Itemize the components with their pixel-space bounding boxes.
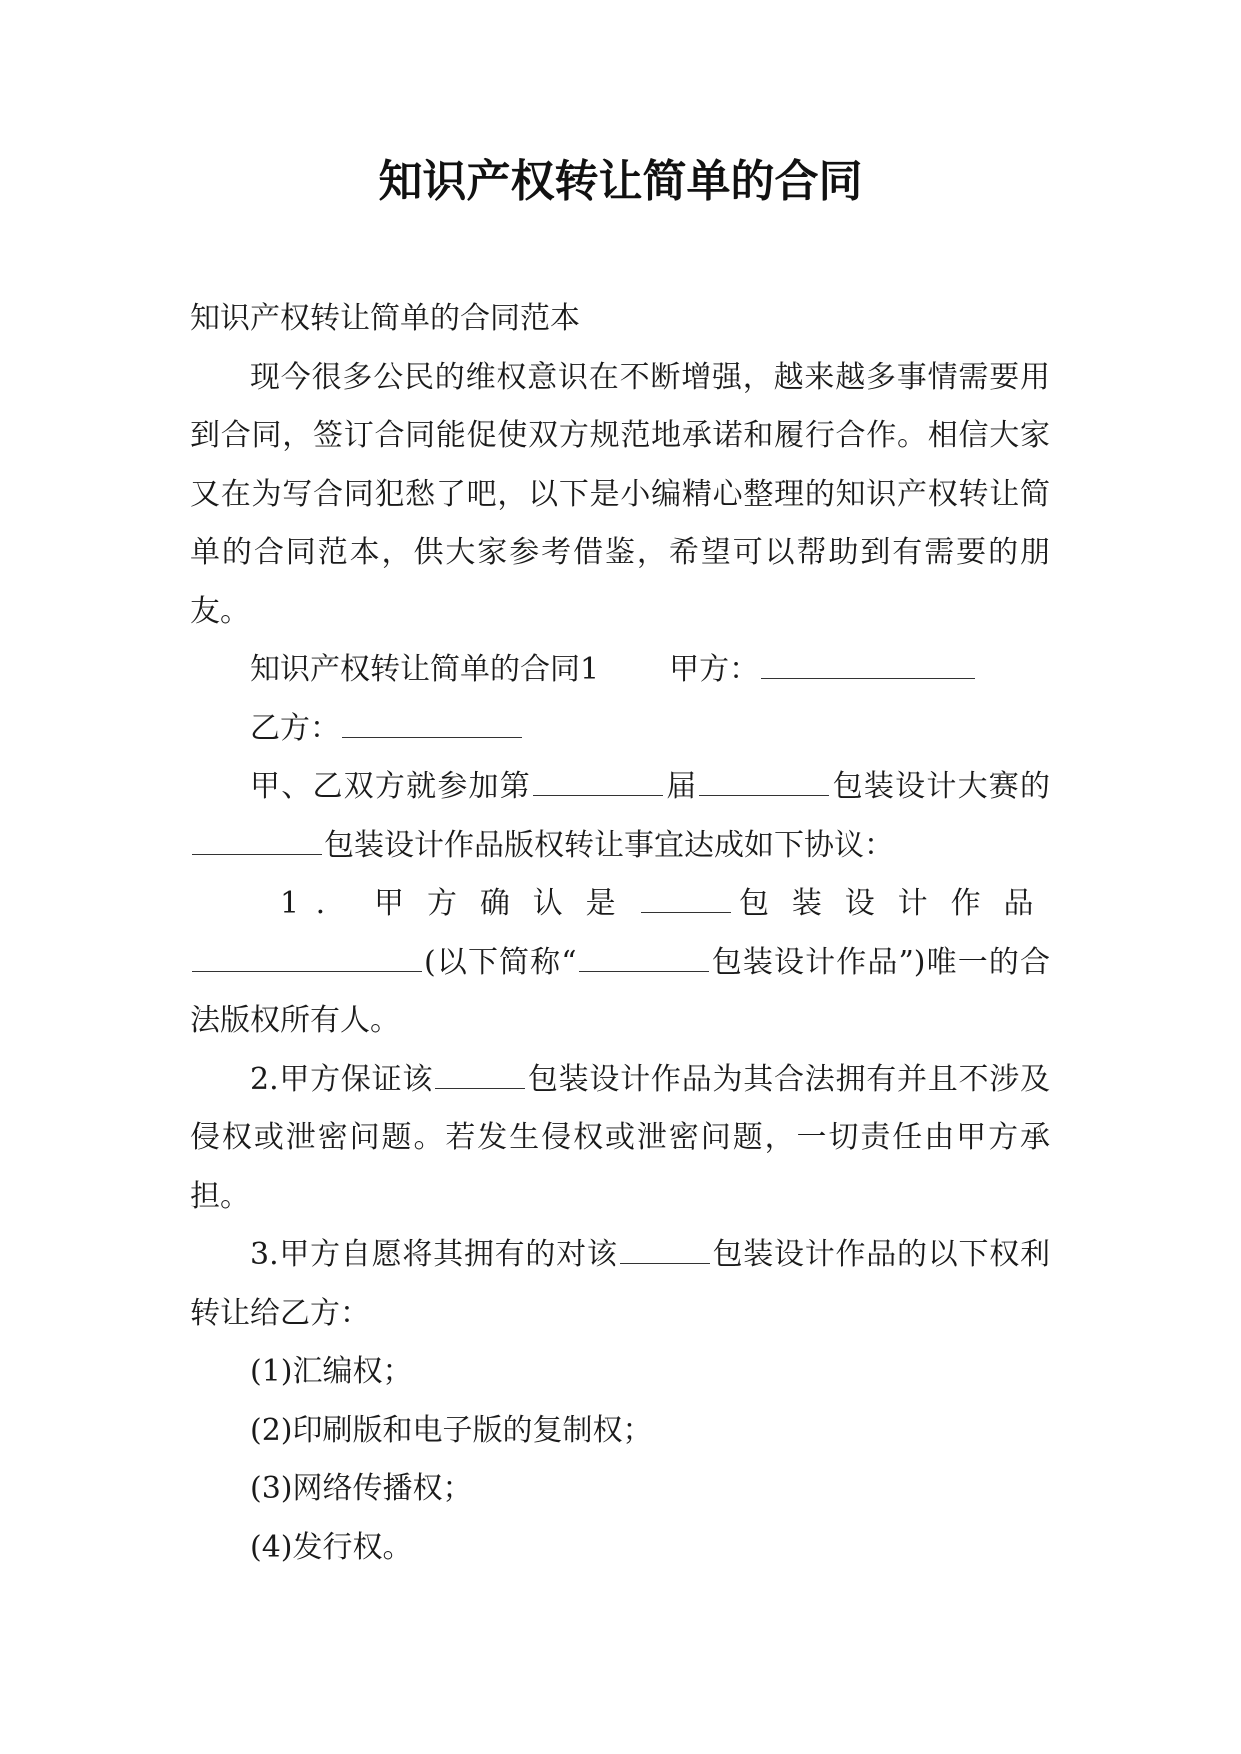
clause-1-blank-3 [579, 970, 709, 972]
party-b-blank [342, 736, 522, 738]
party-a-blank [761, 677, 975, 679]
clause-2-paragraph [190, 1051, 1050, 1227]
work-name-blank [192, 853, 322, 855]
agreement-intro-text-4: 包装设计作品版权转让事宜达成如下协议： [324, 827, 894, 863]
agreement-intro-text-3: 包装设计大赛的 [831, 769, 1051, 804]
right-item: (4)发行权。 [250, 1529, 413, 1565]
agreement-intro-text-2: 届 [665, 769, 698, 804]
clause-1-text-3: (以下简称“ [424, 944, 577, 980]
document-title: 知识产权转让简单的合同 [378, 156, 863, 207]
clause-3-text-2: 包装设计作品的以下权利转让给乙方： [190, 1237, 1051, 1331]
intro-paragraph: 现今很多公民的维权意识在不断增强，越来越多事情需要用到合同，签订合同能促使双方规范地承诺和履行合作。相信大家又在为写合同犯愁了吧，以下是小编精心整理的知识产权转让简单的合同范本，供大家参考借鉴，希望可以帮助到有需要的朋友。 [190, 359, 1050, 629]
clause-3-text-1: 3.甲方自愿将其拥有的对该 [250, 1237, 618, 1272]
clause-1-blank-1 [641, 911, 731, 913]
clause-1-paragraph [190, 875, 1050, 1051]
contract-heading: 知识产权转让简单的合同1 [250, 652, 600, 687]
clause-1-text-1: 1. 甲方确认是 [280, 886, 639, 921]
clause-1-text-2: 包装设计作品 [732, 886, 1050, 921]
document-subtitle: 知识产权转让简单的合同范本 [190, 301, 580, 336]
right-item: (3)网络传播权； [250, 1471, 473, 1506]
clause-1-blank-2 [192, 970, 422, 972]
clause-2-text-2: 包装设计作品为其合法拥有并且不涉及侵权或泄密问题。若发生侵权或泄密问题，一切责任由甲方承担。 [190, 1061, 1050, 1214]
agreement-intro-paragraph [190, 758, 1050, 875]
agreement-intro-text-1: 甲、乙双方就参加第 [250, 769, 531, 804]
right-item: (1)汇编权； [250, 1354, 413, 1389]
party-b-line [190, 700, 1050, 759]
right-item: (2)印刷版和电子版的复制权； [250, 1412, 653, 1448]
clause-3-paragraph [190, 1226, 1050, 1343]
clause-3-blank [620, 1262, 710, 1264]
clause-2-text-1: 2.甲方保证该 [250, 1061, 434, 1097]
party-a-label: 甲方： [669, 652, 760, 687]
party-b-label: 乙方： [250, 710, 340, 746]
session-number-blank [533, 794, 663, 796]
document-body [190, 290, 1050, 1577]
clause-2-blank [435, 1087, 525, 1089]
clause-1-text-4: 包装设计作品”)唯一的合法版权所有人。 [190, 944, 1050, 1038]
contract-heading-line [190, 641, 1050, 700]
contest-name-blank [699, 794, 829, 796]
